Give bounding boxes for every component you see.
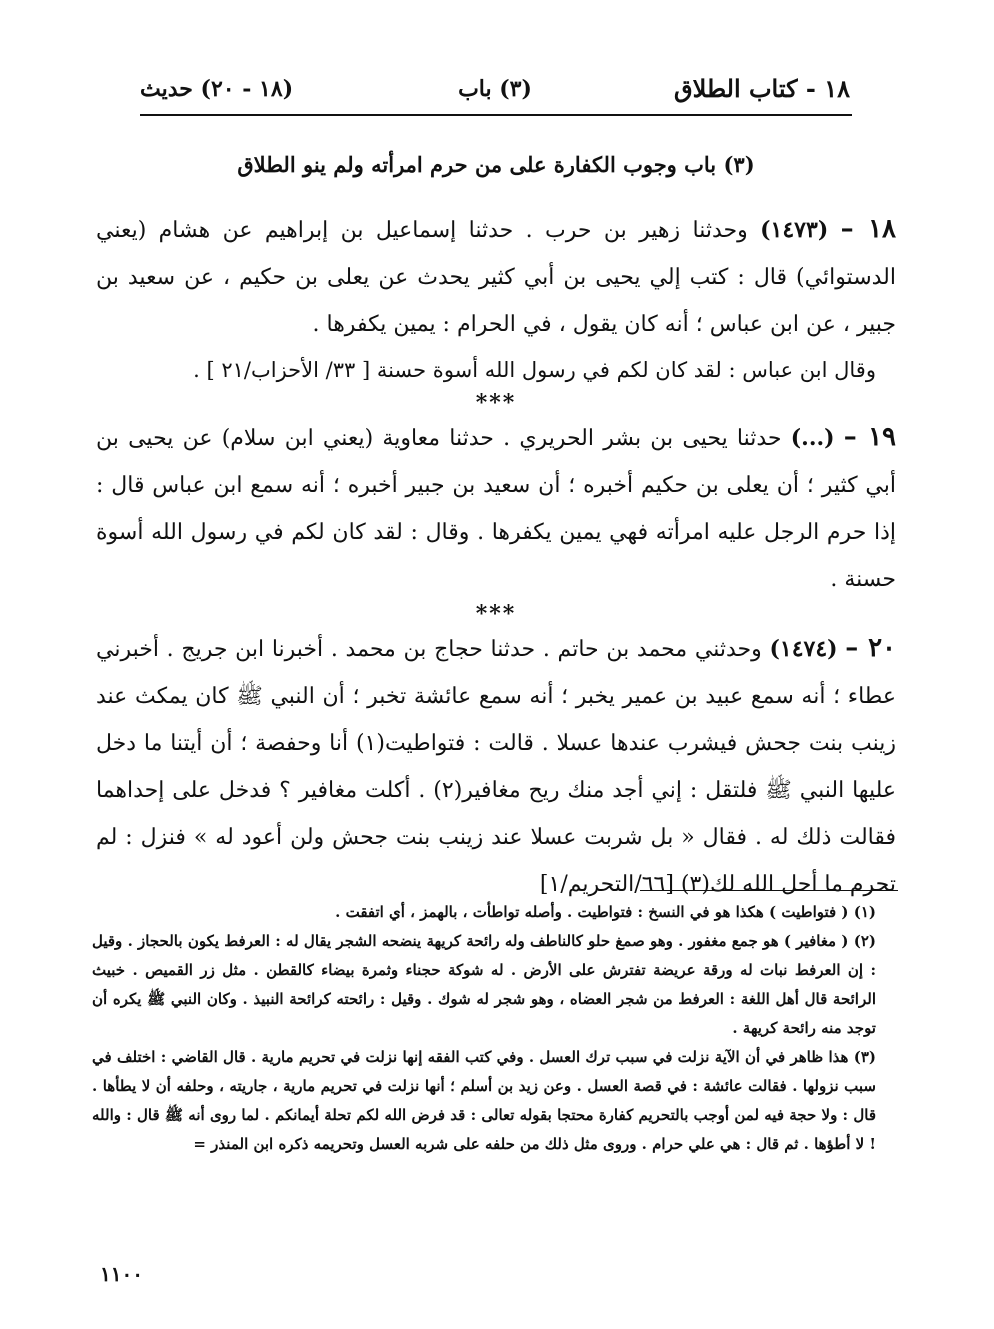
page-number: ١١٠٠: [100, 1262, 143, 1286]
footnote-1: (١) ( فتواطيت ) هكذا هو في النسخ : فتواطيت . وأصله تواطأت ، بالهمز ، أي اتفقت .: [335, 903, 876, 921]
separator-stars: ***: [475, 601, 517, 627]
header-hadith-range: (١٨ - ٢٠) حديث: [140, 76, 294, 102]
header-chapter-ref: (٣) باب: [458, 76, 532, 102]
hadith-ref: (١٤٧٤): [769, 636, 838, 662]
hadith-19: [96, 414, 896, 603]
hadith-number: ١٨ –: [840, 214, 897, 244]
hadith-number: ٢٠ –: [845, 633, 896, 663]
separator-stars: ***: [475, 390, 517, 416]
chapter-title: (٣) باب وجوب الكفارة على من حرم امرأته ولم ينو الطلاق: [237, 152, 755, 177]
hadith-text: وحدثني محمد بن حاتم . حدثنا حجاج بن محمد . أخبرنا ابن جريج . أخبرني عطاء ؛ أنه سمع عبيد بن عمير يخبر ؛ أنه سمع عائشة تخبر ؛ أن النبي ﷺ كان يمكث عند زينب بنت جحش فيشرب عندها عسلا . قالت : فتواطيت(١) أنا وحفصة ؛ أن أيتنا ما دخل عليها النبي ﷺ فلتقل : إني أجد منك ريح مغافير(٢) . أكلت مغافير ؟ فدخل على إحداهما فقالت ذلك له . فقال « بل شربت عسلا عند زينب بنت جحش ولن أعود له » فنزل : لم تحرم ما أحل الله لك(٣) [٦٦/التحريم/١]: [96, 637, 896, 897]
footnote-3: (٣) هذا ظاهر في أن الآية نزلت في سبب ترك العسل . وفي كتب الفقه إنها نزلت في تحريم مارية . قال القاضي : اختلف في سبب نزولها . فقالت عائشة : في قصة العسل . وعن زيد بن أسلم ؛ أنها نزلت في تحريم مارية ، جاريته ، وحلفه أن لا يطأها . قال : ولا حجة فيه لمن أوجب بالتحريم كفارة محتجا بقوله تعالى : قد فرض الله لكم تحلة أيمانكم . لما روى أنه ﷺ قال : والله ! لا أطؤها . ثم قال : هي علي حرام . وروى مثل ذلك من حلفه على شربه العسل وتحريمه ذكره ابن المنذر =: [92, 1048, 876, 1153]
hadith-ref: (...): [790, 425, 835, 451]
footnote-divider: [640, 890, 898, 891]
hadith-number: ١٩ –: [843, 422, 896, 452]
hadith-text: وحدثنا زهير بن حرب . حدثنا إسماعيل بن إبراهيم عن هشام (يعني الدستوائي) قال : كتب إلي يحيى بن أبي كثير يحدث عن يعلى بن حكيم ، عن سعيد بن جبير ، عن ابن عباس ؛ أنه كان يقول ، في الحرام : يمين يكفرها .: [96, 218, 896, 337]
hadith-text: حدثنا يحيى بن بشر الحريري . حدثنا معاوية (يعني ابن سلام) عن يحيى بن أبي كثير ؛ أن يعلى بن حكيم أخبره ؛ أن سعيد بن جبير أخبره ؛ أنه سمع ابن عباس قال : إذا حرم الرجل عليه امرأته فهي يمين يكفرها . وقال : لقد كان لكم في رسول الله أسوة حسنة .: [96, 426, 896, 592]
header-book-title: ١٨ - كتاب الطلاق: [674, 74, 850, 103]
footnotes: [92, 898, 898, 1159]
hadith-18: [96, 206, 896, 348]
hadith-20: [96, 625, 896, 908]
footnote-2: (٢) ( مغافير ) هو جمع مغفور . وهو صمغ حلو كالناطف وله رائحة كريهة ينضحه الشجر يقال له : العرفط يكون بالحجاز . وقيل : إن العرفط نبات له ورقة عريضة تفترش على الأرض . له شوكة حجناء وثمرة بيضاء كالقطن . مثل زر القميص . خبيث الرائحة قال أهل اللغة : العرفط من شجر العضاه ، وهو شجر له شوك . وقيل : رائحته كرائحة النبيذ . وكان النبي ﷺ يكره أن توجد منه رائحة كريهة .: [92, 932, 876, 1037]
running-header: [140, 74, 850, 114]
header-divider: [140, 114, 852, 116]
hadith-ref: (١٤٧٣): [760, 217, 829, 243]
hadith-18-quote: وقال ابن عباس : لقد كان لكم في رسول الله أسوة حسنة [ ٣٣/ الأحزاب/٢١ ] .: [193, 358, 876, 382]
hadith-body: [96, 206, 896, 908]
